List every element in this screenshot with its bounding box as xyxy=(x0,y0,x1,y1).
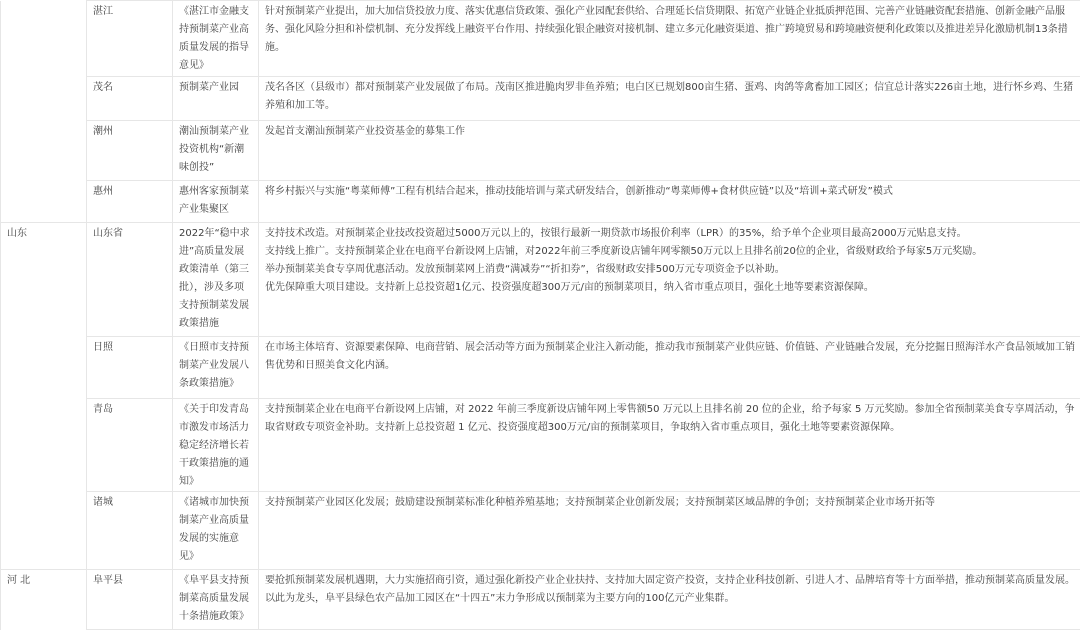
table-row xyxy=(1,223,1080,337)
city-cell: 阜平县 xyxy=(87,570,173,630)
city-cell: 山东省 xyxy=(87,223,173,337)
measure-line: 优先保障重大项目建设。支持新上总投资超1亿元、投资强度超300万元/亩的预制菜项目，纳入省市重点项目，强化土地等要素资源保障。 xyxy=(265,282,874,293)
policy-cell: 《湛江市金融支持预制菜产业高质量发展的指导意见》 xyxy=(173,1,259,77)
city-cell: 茂名 xyxy=(87,77,173,121)
table-row xyxy=(1,492,1080,570)
policy-cell: 惠州客家预制菜产业集聚区 xyxy=(173,181,259,223)
policy-cell: 2022年“稳中求进”高质量发展政策清单（第三批），涉及多项支持预制菜发展政策措施 xyxy=(173,223,259,337)
measure-text: 茂名各区（县级市）都对预制菜产业发展做了布局。茂南区推进脆肉罗非鱼养殖；电白区已规划800亩生猪、蛋鸡、肉鸽等禽畜加工园区；信宜总计落实226亩土地，进行怀乡鸡、生猪养殖和加工等。 xyxy=(265,82,1074,111)
city-cell: 潮州 xyxy=(87,121,173,181)
province-cell: 河 北 xyxy=(1,570,87,630)
city-cell: 惠州 xyxy=(87,181,173,223)
table-row xyxy=(1,1,1080,77)
province-cell xyxy=(1,337,87,399)
city-cell: 湛江 xyxy=(87,1,173,77)
table-row xyxy=(1,121,1080,181)
measure-text: 在市场主体培育、资源要素保障、电商营销、展会活动等方面为预制菜企业注入新动能，推动我市预制菜产业供应链、价值链、产业链融合发展，充分挖掘日照海洋水产食品领域加工销售优势和日照美食文化内涵。 xyxy=(265,342,1075,371)
policy-cell: 《阜平县支持预制菜高质量发展十条措施政策》 xyxy=(173,570,259,630)
measure-cell xyxy=(259,121,1080,181)
table-row xyxy=(1,570,1080,630)
policy-cell: 预制菜产业园 xyxy=(173,77,259,121)
measure-cell xyxy=(259,77,1080,121)
policy-cell: 潮汕预制菜产业投资机构“新潮味创投” xyxy=(173,121,259,181)
table-row xyxy=(1,399,1080,492)
province-cell: 山东 xyxy=(1,223,87,337)
table-row xyxy=(1,337,1080,399)
policy-cell: 《诸城市加快预制菜产业高质量发展的实施意见》 xyxy=(173,492,259,570)
measure-text: 支持预制菜产业园区化发展；鼓励建设预制菜标准化种植养殖基地；支持预制菜企业创新发展；支持预制菜区域品牌的争创；支持预制菜企业市场开拓等 xyxy=(265,497,935,508)
measure-line: 支持技术改造。对预制菜企业技改投资超过5000万元以上的，按银行最新一期贷款市场报价利率（LPR）的35%，给予单个企业项目最高2000万元贴息支持。 xyxy=(265,228,967,239)
measure-line: 举办预制菜美食专享周优惠活动。发放预制菜网上消费“满减券”“折扣券”，省级财政安排500万元专项资金予以补助。 xyxy=(265,264,785,275)
policy-cell: 《日照市支持预制菜产业发展八条政策措施》 xyxy=(173,337,259,399)
measure-text: 针对预制菜产业提出，加大加信贷投放力度、落实优惠信贷政策、强化产业园配套供给、合理延长信贷期限、拓宽产业链企业抵质押范围、完善产业链融资配套措施、创新金融产品服务、强化风险分担和补偿机制、充分发挥线上融资平台作用、持续强化银企融资对接机制、建立多元化融资渠道、推广跨境贸易和跨境融资便利化政策以及推进差异化激励机制13条措施。 xyxy=(265,6,1068,53)
measure-text: 支持预制菜企业在电商平台新设网上店铺，对 2022 年前三季度新设店铺年网上零售额50 万元以上且排名前 20 位的企业，给予每家 5 万元奖励。参加全省预制菜美食专享周活动，争取省财政专项资金补助。支持新上总投资超 1 亿元、投资强度超300万元/亩的预制菜项目，争取纳入省市重点项目，强化土地等要素资源保障。 xyxy=(265,404,1075,433)
measure-cell xyxy=(259,570,1080,630)
policy-cell: 《关于印发青岛市激发市场活力稳定经济增长若干政策措施的通知》 xyxy=(173,399,259,492)
table-row xyxy=(1,77,1080,121)
measure-text: 发起首支潮汕预制菜产业投资基金的募集工作 xyxy=(265,126,465,137)
measure-line: 支持线上推广。支持预制菜企业在电商平台新设网上店铺，对2022年前三季度新设店铺年网零额50万元以上且排名前20位的企业，省级财政给予每家5万元奖励。 xyxy=(265,246,983,257)
measure-cell xyxy=(259,181,1080,223)
province-cell xyxy=(1,77,87,121)
city-cell: 青岛 xyxy=(87,399,173,492)
measure-cell xyxy=(259,492,1080,570)
city-cell: 诸城 xyxy=(87,492,173,570)
measure-cell xyxy=(259,223,1080,337)
province-cell xyxy=(1,181,87,223)
measure-text: 将乡村振兴与实施“粤菜师傅”工程有机结合起来，推动技能培训与菜式研发结合，创新推动“粤菜师傅+食材供应链”以及“培训+菜式研发”模式 xyxy=(265,186,893,197)
measure-cell xyxy=(259,337,1080,399)
city-cell: 日照 xyxy=(87,337,173,399)
province-cell xyxy=(1,399,87,492)
table-row xyxy=(1,181,1080,223)
measure-cell xyxy=(259,399,1080,492)
province-cell xyxy=(1,121,87,181)
province-cell xyxy=(1,1,87,77)
province-cell xyxy=(1,492,87,570)
measure-text: 要抢抓预制菜发展机遇期，大力实施招商引资，通过强化新投产业企业扶持、支持加大固定资产投资，支持企业科技创新、引进人才、品牌培育等十方面举措，推动预制菜高质量发展。以此为龙头，阜平县绿色农产品加工园区在“十四五”末力争形成以预制菜为主要方向的100亿元产业集群。 xyxy=(265,575,1075,604)
measure-cell xyxy=(259,1,1080,77)
